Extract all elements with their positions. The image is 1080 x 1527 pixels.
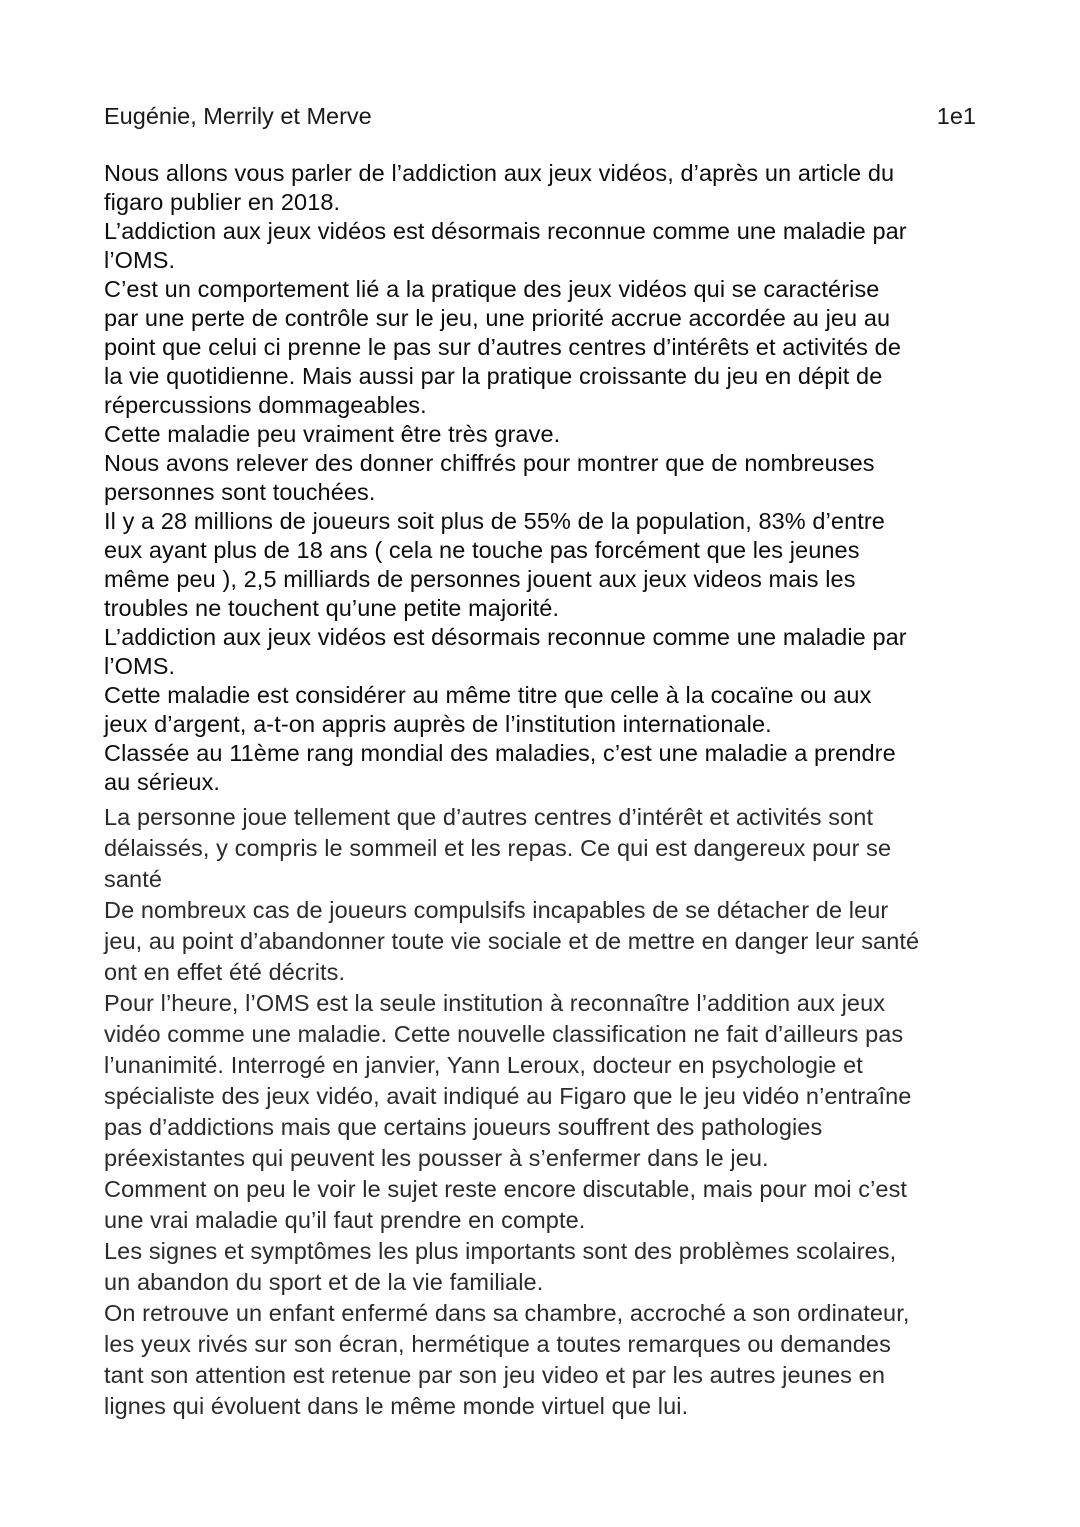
text-line: délaissés, y compris le sommeil et les repas. Ce qui est dangereux pour se [104,835,892,861]
document-header [104,100,976,132]
text-line: Classée au 11ème rang mondial des maladies, c’est une maladie a prendre [104,740,896,766]
text-line: l’OMS. [104,653,176,679]
text-line: les yeux rivés sur son écran, hermétique a toutes remarques ou demandes [104,1331,891,1357]
text-line: Comment on peu le voir le sujet reste encore discutable, mais pour moi c’est [104,1176,908,1202]
text-line: L’addiction aux jeux vidéos est désormais reconnue comme une maladie par [104,218,907,244]
text-line: Cette maladie est considérer au même titre que celle à la cocaïne ou aux [104,682,872,708]
text-line: lignes qui évoluent dans le même monde virtuel que lui. [104,1393,689,1419]
text-line: Nous avons relever des donner chiffrés pour montrer que de nombreuses [104,450,875,476]
body-section-grey [104,802,984,1422]
text-line: eux ayant plus de 18 ans ( cela ne touche pas forcément que les jeunes [104,537,860,563]
text-line: par une perte de contrôle sur le jeu, une priorité accrue accordée au jeu au [104,305,891,331]
text-line: L’addiction aux jeux vidéos est désormais reconnue comme une maladie par [104,624,907,650]
class-code: 1e1 [936,103,976,129]
text-line: pas d’addictions mais que certains joueurs souffrent des pathologies [104,1114,823,1140]
text-line: C’est un comportement lié a la pratique des jeux vidéos qui se caractérise [104,276,880,302]
text-line: personnes sont touchées. [104,479,376,505]
text-line: l’unanimité. Interrogé en janvier, Yann Leroux, docteur en psychologie et [104,1052,863,1078]
text-line: figaro publier en 2018. [104,189,341,215]
text-line: Nous allons vous parler de l’addiction aux jeux vidéos, d’après un article du [104,160,895,186]
document-body [104,159,984,1422]
text-line: préexistantes qui peuvent les pousser à s’enfermer dans le jeu. [104,1145,769,1171]
text-line: point que celui ci prenne le pas sur d’autres centres d’intérêts et activités de [104,334,901,360]
text-line: On retrouve un enfant enfermé dans sa chambre, accroché a son ordinateur, [104,1300,910,1326]
text-line: Cette maladie peu vraiment être très grave. [104,421,561,447]
body-section-dark [104,159,984,797]
text-line: Pour l’heure, l’OMS est la seule institution à reconnaître l’addition aux jeux [104,990,886,1016]
text-line: répercussions dommageables. [104,392,427,418]
text-line: De nombreux cas de joueurs compulsifs incapables de se détacher de leur [104,897,889,923]
text-line: La personne joue tellement que d’autres centres d’intérêt et activités sont [104,804,874,830]
text-line: la vie quotidienne. Mais aussi par la pratique croissante du jeu en dépit de [104,363,883,389]
text-line: au sérieux. [104,769,221,795]
text-line: jeu, au point d’abandonner toute vie sociale et de mettre en danger leur santé [104,928,920,954]
text-line: tant son attention est retenue par son jeu video et par les autres jeunes en [104,1362,885,1388]
text-line: ont en effet été décrits. [104,959,346,985]
text-line: même peu ), 2,5 milliards de personnes jouent aux jeux videos mais les [104,566,856,592]
text-line: jeux d’argent, a-t-on appris auprès de l’institution internationale. [104,711,772,737]
text-line: troubles ne touchent qu’une petite majorité. [104,595,560,621]
text-line: vidéo comme une maladie. Cette nouvelle classification ne fait d’ailleurs pas [104,1021,904,1047]
text-line: Il y a 28 millions de joueurs soit plus de 55% de la population, 83% d’entre [104,508,885,534]
text-line: Les signes et symptômes les plus importants sont des problèmes scolaires, [104,1238,897,1264]
text-line: santé [104,866,162,892]
text-line: un abandon du sport et de la vie familiale. [104,1269,544,1295]
text-line: une vrai maladie qu’il faut prendre en compte. [104,1207,586,1233]
text-line: l’OMS. [104,247,176,273]
authors-line: Eugénie, Merrily et Merve [104,103,372,129]
text-line: spécialiste des jeux vidéo, avait indiqué au Figaro que le jeu vidéo n’entraîne [104,1083,912,1109]
